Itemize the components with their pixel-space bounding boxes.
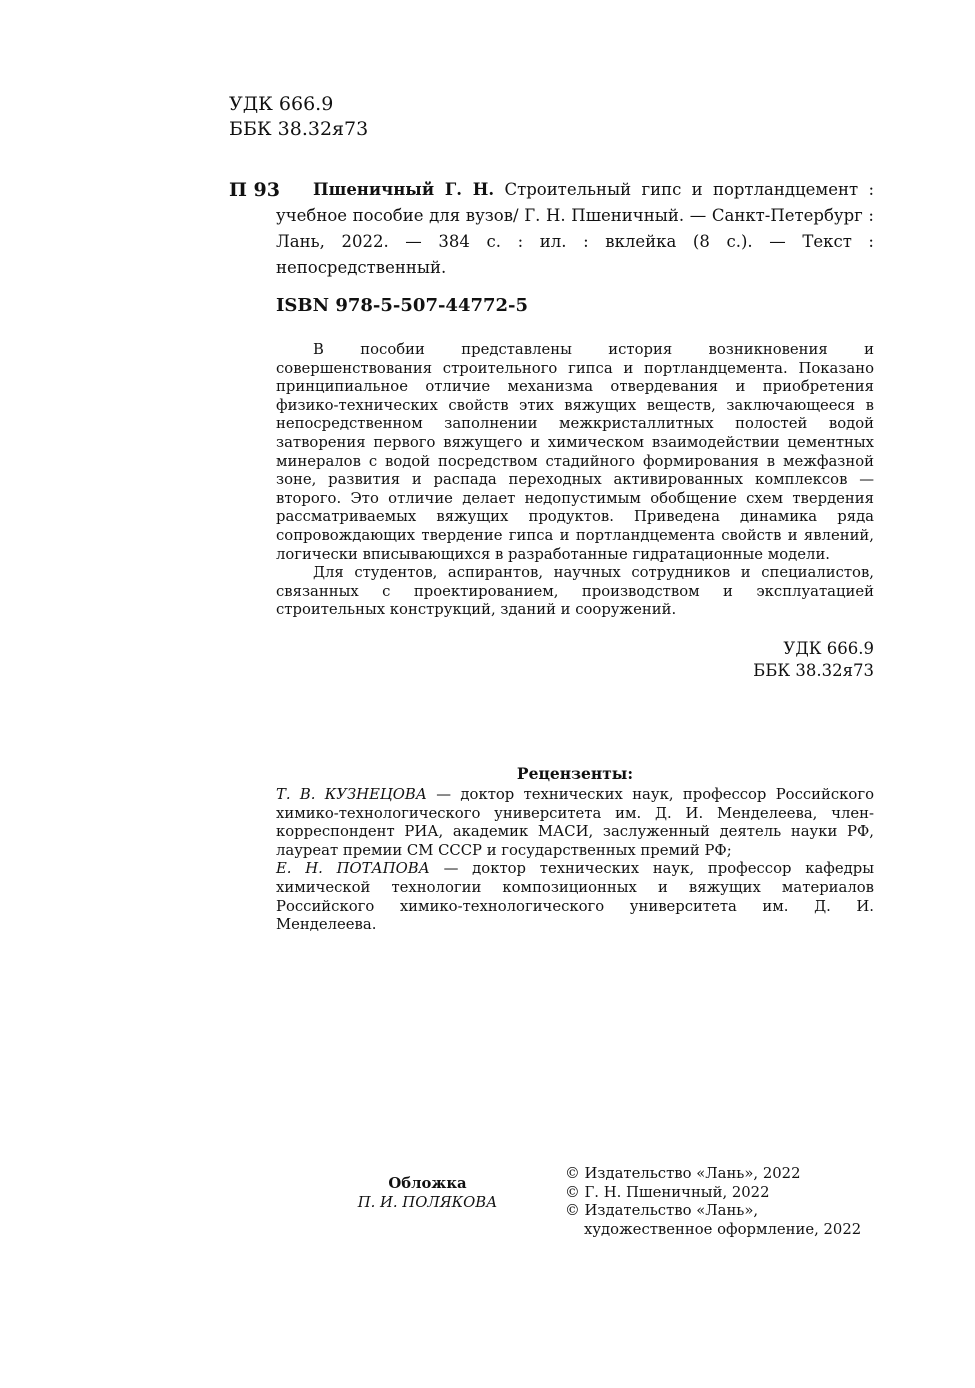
author-name: Пшеничный Г. Н. <box>313 180 495 199</box>
audience-paragraph: Для студентов, аспирантов, научных сотрудников и специалистов, связанных с проектированием, производством и эксплуатацией строительных конструкций, зданий и сооружений. <box>276 564 874 619</box>
cover-label: Обложка <box>388 1175 467 1192</box>
author-mark: П 93 <box>229 179 280 201</box>
copyright-line: художественное оформление, 2022 <box>584 1220 862 1238</box>
reviewer-name: Т. В. КУЗНЕЦОВА <box>276 786 427 803</box>
bibliographic-text: Строительный гипс и портландцемент : учебное пособие для вузов/ Г. Н. Пшеничный. — Санкт-Петербург : Лань, 2022. — 384 с. : ил. : вклейка (8 с.). — Текст : непосредственный. <box>276 180 874 277</box>
cover-designer: П. И. ПОЛЯКОВА <box>357 1193 498 1211</box>
udk-code: УДК 666.9 <box>783 639 874 658</box>
reviewer-entry <box>276 860 874 934</box>
classification-codes-bottom <box>600 638 874 682</box>
classification-codes-top <box>229 92 368 142</box>
reviewers-list <box>276 786 874 935</box>
reviewer-description: — доктор технических наук, профессор кафедры химической технологии композиционных и вяжущих материалов Российского химико-технологического университета им. Д. И. Менделеева. <box>276 860 874 934</box>
reviewers-heading: Рецензенты: <box>516 764 634 783</box>
reviewer-entry <box>276 786 874 860</box>
copyright-line: © Г. Н. Пшеничный, 2022 <box>565 1183 770 1201</box>
reviewer-name: Е. Н. ПОТАПОВА <box>276 860 430 878</box>
copyright-line: © Издательство «Лань», 2022 <box>565 1165 801 1182</box>
copyright-notice <box>565 1165 885 1239</box>
bibliographic-entry <box>276 177 874 281</box>
udk-code: УДК 666.9 <box>229 93 334 115</box>
bbk-code: ББК 38.32я73 <box>229 118 369 140</box>
abstract-paragraph: В пособии представлены история возникновения и совершенствования строительного гипса и портландцемента. Показано принципиальное отличие механизма отвердевания и приобретения физико-технических свойств этих вяжущих веществ, заключающееся в непосредственном заполнении межкристаллитных полостей водой затворения первого вяжущего и химическом взаимодействии цементных минералов с водой посредством стадийного формирования в межфазной зоне, развития и распада переходных активированных комплексов — второго. Это отличие делает недопустимым обобщение схем твердения рассматриваемых вяжущих продуктов. Приведена динамика ряда сопровождающих твердение гипса и портландцемента свойств и явлений, логически вписывающихся в разработанные гидратационные модели. <box>276 341 874 563</box>
reviewer-description: — доктор технических наук, профессор Российского химико-технологического университета им. Д. И. Менделеева, член-корреспондент РИА, академик МАСИ, заслуженный деятель науки РФ, лауреат премии СМ СССР и государственных премий РФ; <box>276 786 874 859</box>
isbn: ISBN 978-5-507-44772-5 <box>276 295 529 316</box>
cover-credit <box>345 1175 510 1212</box>
abstract <box>276 341 874 620</box>
bbk-code: ББК 38.32я73 <box>753 661 874 680</box>
copyright-line: © Издательство «Лань», <box>565 1202 759 1220</box>
